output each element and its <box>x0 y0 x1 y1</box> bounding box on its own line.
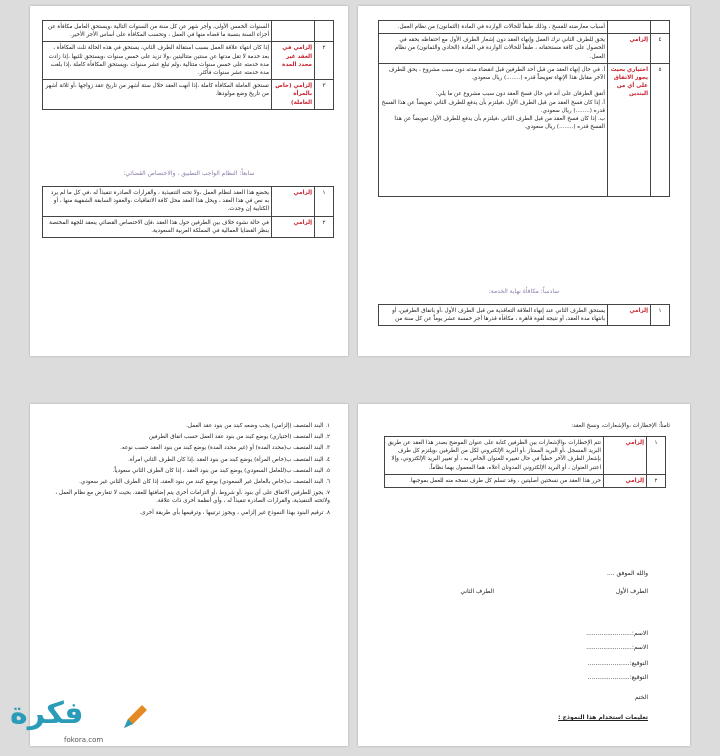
fokora-logo <box>4 696 154 752</box>
list-item: ٢. البند المتصف (اختياري) يوضع كبند من بنود عقد العمل حسب اتفاق الطرفين <box>148 434 330 441</box>
list-item: ٣. البند المتصف ب(محدد المدة) أو (غير محدد المدة) يوضع كبند من بنود العقد حسب نوعه. <box>120 445 330 452</box>
party-second: الطرف الثاني <box>460 588 494 595</box>
clause-text: السنوات الخمس الأولى، وأجر شهر عن كل سنة من السنوات التالية ،ويستحق العامل مكافأة عن أجزاء السنة بنسبة ما قضاه منها في العمل ، وتحسب المكافأة على أساس الأجر الأخير. <box>43 21 272 42</box>
signature-field: التوقيع:...................... <box>587 660 648 667</box>
clauses-table <box>378 20 670 197</box>
clause-text: يحق للطرف الثاني ترك العمل وإنهاء العقد دون إشعار الطرف الأول مع احتفاظه بحقه في الحصول على كافة مستحقاته ، طبقاً للحالات الواردة في المادة (الحادي والثمانون) من نظام العمل. <box>379 34 608 64</box>
clause-text: أسباب معارضته للفسخ ، وذلك طبقاً للحالات الواردة في المادة (الثمانون) من نظام العمل. <box>379 21 608 34</box>
clause-text: يخضع هذا العقد لنظام العمل ،ولا تحته التنفيذية ، والقرارات الصادرة تنفيذاً له ،في كل ما لم يرد به نص في هذا العقد ، ويحل هذا العقد محل كافة الاتفاقيات ،والعقود السابقة الشفهية منها ، أو الكتابية إن وجدت. <box>43 187 272 217</box>
clause-text: تتم الإخطارات ،والإشعارات بين الطرفين كتابة على عنوان الموضح بصدر هذا العقد عن طريق البريد المسجل ،أو البريد الممتاز ،أو البريد الإلكتروني لكل من الطرفين ،ويلتزم كل طرف بإشعار الطرف الآخر خطياً في حال تغييره للعنوان الخاص به ، أو تغيير البريد الإلكتروني، وإلا اعتبر العنوان ، أو البريد الإلكتروني المدونان أعلاه، هما المعمول بهما نظاماً. <box>385 437 604 475</box>
table-row: ٢ إلزامي حرر هذا العقد من نسختين أصليتين ، وقد تسلم كل طرف نسخه منه للعمل بموجبها. <box>385 474 666 487</box>
section-heading: ثامناً: الإخطارات ،والإشعارات، ونسخ العقد: <box>571 423 670 429</box>
table-row: ١ إلزامي تتم الإخطارات ،والإشعارات بين الطرفين كتابة على عنوان الموضح بصدر هذا العقد عن طريق البريد المسجل ،أو البريد الممتاز ،أو البريد الإلكتروني لكل من الطرفين ،ويلتزم كل طرف بإشعار الطرف الآخر خطياً في حال تغييره للعنوان الخاص به ، أو تغيير البريد الإلكتروني، وإلا اعتبر العنوان ، أو البريد الإلكتروني المدونان أعلاه، هما المعمول بهما نظاماً. <box>385 437 666 475</box>
closing-line: والله الموفق .... <box>607 570 648 577</box>
clause-text: إذا كان انتهاء علاقة العمل بسبب استقالة الطرف الثاني، يستحق في هذه الحالة ثلث المكافأة ، بعد خدمة لا تقل مدتها عن سنتين متتاليتين ،ولا تزيد على خمس سنوات ،ويستحق ثلثيها ،إذا زادت مدة خدمته على خمس سنوات متتالية ،ولم تبلغ عشر سنوات ،ويستحق المكافأة كاملة ،إذا بلغت مدة خدمته عشر سنوات فأكثر. <box>43 42 272 80</box>
clauses-table <box>384 436 666 488</box>
list-item: ١. البند المتصف (إلزامي) يجب وضعه كبند من بنود عقد العمل. <box>186 423 330 429</box>
list-item: ٨. ترقيم البنود بهذا النموذج غير إلزامي ، ويجوز ترتيبها ، وترقيمها بأي طريقة أخرى. <box>139 509 330 516</box>
table-row <box>43 21 334 42</box>
clause-text: في حالة نشوء خلاف بين الطرفين حول هذا العقد ،فإن الاختصاص القضائي ينعقد للجهة المختصة بنظر القضايا العمالية في المملكة العربية السعودية. <box>43 216 272 237</box>
clauses-table <box>42 20 334 110</box>
signature-field: التوقيع:...................... <box>587 674 648 681</box>
clause-label: إلزامي <box>272 216 315 237</box>
list-item: ٦. البند المتصف ب(خاص بالعامل غير السعودي) يوضع كبند من بنود العقد، إذا كان الطرف الثاني غير سعودي. <box>79 479 330 486</box>
document-page-top-right <box>358 6 690 356</box>
table-row <box>379 21 670 34</box>
list-item: ٤. البند المتصف ب(خاص المرأة) يوضع كبند من بنود العقد ،إذا كان الطرف الثاني امرأة. <box>128 456 330 463</box>
table-row: ٤ إلزامي يحق للطرف الثاني ترك العمل وإنهاء العقد دون إشعار الطرف الأول مع احتفاظه بحقه في الحصول على كافة مستحقاته ، طبقاً للحالات الواردة في المادة (الحادي والثمانون) من نظام العمل. <box>379 34 670 64</box>
table-row: ٥ اختياري بحيث يجوز الاتفاق على أي من البندين أ. في حال إنهاء العقد من قبل أحد الطرفين قبل انقضاء مدته دون سبب مشروع ، يحق للطرف الآخر مقابل هذا الإنهاء تعويضاً قدره (........) ريال سعودي. أتفق الطرفان على أنه في حال فسخ العقد دون سبب مشروع عن ما يلي: أ. إذا كان فسخ العقد من قبل الطرف الأول ،فيلتزم بأن يدفع للطرف الثاني تعويضاً عن هذا الفسخ قدره (........) ريال سعودي. ب. إذا كان فسخ العقد من قبل الطرف الثاني ،فيلتزم بأن يدفع للطرف الأول تعويضاً عن هذا الفسخ قدره (........) ريال سعودي. <box>379 63 670 196</box>
table-row: ١ إلزامي يخضع هذا العقد لنظام العمل ،ولا تحته التنفيذية ، والقرارات الصادرة تنفيذاً له ،في كل ما لم يرد به نص في هذا العقد ، ويحل هذا العقد محل كافة الاتفاقيات ،والعقود السابقة الشفهية منها ، أو الكتابية إن وجدت. <box>43 187 334 217</box>
instructions-heading: تعليمات استخدام هذا النموذج : <box>558 714 648 721</box>
document-page-bottom-right <box>358 404 690 746</box>
list-item: ٧. يجوز للطرفين الاتفاق على أي بنود ،أو شروط ،أو التزامات أخرى يتم إضافتها للعقد، بحيث لا تتعارض مع نظام العمل ، ولائحته التنفيذية، والقرارات الصادرة تنفيذاً له ، وأي أنظمة أخرى ذات علاقة. <box>55 490 330 505</box>
name-field: الاسم:........................ <box>586 630 648 637</box>
name-field: الاسم:........................ <box>586 644 648 651</box>
table-row: ٣ إلزامي (خاص بالمرأة العاملة) تستحق العاملة المكافأة كاملة ،إذا أنهت العقد خلال ستة أشهر من تاريخ عقد زواجها ،أو ثلاثة أشهر من تاريخ وضع مولودها. <box>43 80 334 110</box>
pencil-icon <box>120 702 150 732</box>
clause-label: إلزامي في العقد غير محدد المدة <box>272 42 315 80</box>
logo-arabic: فكرة <box>10 696 84 731</box>
clause-label: إلزامي <box>604 437 647 475</box>
stamp-field: الختم <box>634 694 648 701</box>
clause-label: إلزامي <box>604 474 647 487</box>
document-page-bottom-left <box>30 404 348 746</box>
instructions-list <box>48 422 330 520</box>
clause-label: إلزامي <box>608 305 651 326</box>
clause-label: اختياري بحيث يجوز الاتفاق على أي من البندين <box>608 63 651 196</box>
clauses-table-2 <box>42 186 334 238</box>
party-first: الطرف الأول <box>615 588 648 595</box>
logo-domain: fokora.com <box>64 736 104 744</box>
table-row: ٢ إلزامي في حالة نشوء خلاف بين الطرفين حول هذا العقد ،فإن الاختصاص القضائي ينعقد للجهة المختصة بنظر القضايا العمالية في المملكة العربية السعودية. <box>43 216 334 237</box>
list-item: ٥. البند المتصف ب(للعامل السعودي) يوضع كبند من بنود العقد ، إذا كان الطرف الثاني سعودياً. <box>112 467 330 474</box>
clause-label: إلزامي <box>272 187 315 217</box>
clause-label: إلزامي <box>608 34 651 64</box>
document-page-top-left <box>30 6 348 356</box>
clause-text: أ. في حال إنهاء العقد من قبل أحد الطرفين قبل انقضاء مدته دون سبب مشروع ، يحق للطرف الآخر مقابل هذا الإنهاء تعويضاً قدره (........) ريال سعودي. أتفق الطرفان على أنه في حال فسخ العقد دون سبب مشروع عن ما يلي: أ. إذا كان فسخ العقد من قبل الطرف الأول ،فيلتزم بأن يدفع للطرف الثاني تعويضاً عن هذا الفسخ قدره (........) ريال سعودي. ب. إذا كان فسخ العقد من قبل الطرف الثاني ،فيلتزم بأن يدفع للطرف الأول تعويضاً عن هذا الفسخ قدره (........) ريال سعودي. <box>379 63 608 196</box>
section-heading: سابعاً: النظام الواجب التطبيق ، والاختصاص القضائي: <box>123 170 255 177</box>
clause-text: حرر هذا العقد من نسختين أصليتين ، وقد تسلم كل طرف نسخه منه للعمل بموجبها. <box>385 474 604 487</box>
table-row: ١ إلزامي يستحق الطرف الثاني عند إنهاء العلاقة التعاقدية من قبل الطرف الأول ،أو باتفاق الطرفين، أو بانتهاء مدة العقد، أو نتيجة لقوة قاهرة ، مكافأة قدرها أجر خمسة عشر يوماً عن كل سنة من <box>379 305 670 326</box>
table-row: ٢ إلزامي في العقد غير محدد المدة إذا كان انتهاء علاقة العمل بسبب استقالة الطرف الثاني، يستحق في هذه الحالة ثلث المكافأة ، بعد خدمة لا تقل مدتها عن سنتين متتاليتين ،ولا تزيد على خمس سنوات ،ويستحق ثلثيها ،إذا زادت مدة خدمته على خمس سنوات متتالية ،ولم تبلغ عشر سنوات ،ويستحق المكافأة كاملة ،إذا بلغت مدة خدمته عشر سنوات فأكثر. <box>43 42 334 80</box>
section-heading: سادساً: مكافأة نهاية الخدمة: <box>488 288 560 295</box>
clauses-table-2 <box>378 304 670 326</box>
clause-text: يستحق الطرف الثاني عند إنهاء العلاقة التعاقدية من قبل الطرف الأول ،أو باتفاق الطرفين، أو بانتهاء مدة العقد، أو نتيجة لقوة قاهرة ، مكافأة قدرها أجر خمسة عشر يوماً عن كل سنة من <box>379 305 608 326</box>
clause-label: إلزامي (خاص بالمرأة العاملة) <box>272 80 315 110</box>
clause-text: تستحق العاملة المكافأة كاملة ،إذا أنهت العقد خلال ستة أشهر من تاريخ عقد زواجها ،أو ثلاثة أشهر من تاريخ وضع مولودها. <box>43 80 272 110</box>
